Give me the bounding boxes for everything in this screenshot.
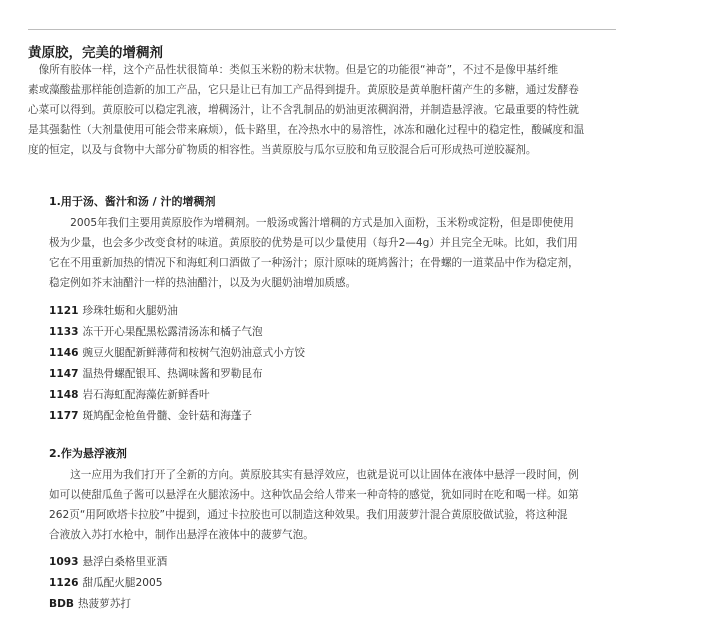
recipe-number: 1148 <box>49 389 79 401</box>
recipe-name: 岩石海虹配海藻佐新鲜香叶 <box>82 389 210 401</box>
recipe-name: 冻干开心果配黑松露清汤冻和橘子气泡 <box>82 326 263 338</box>
text-line: 素或藻酸盐那样能创造新的加工产品，它只是让已有加工产品得到提升。黄原胶是黄单胞杆菌产生的多糖，通过发酵卷 <box>28 84 579 96</box>
recipe-name: 悬浮白桑格里亚酒 <box>82 556 168 568</box>
intro-paragraph <box>28 60 584 160</box>
recipe-name: 甜瓜配火腿2005 <box>82 577 163 589</box>
recipe-name: 温热骨螺配银耳、热调味酱和罗勒昆布 <box>82 368 263 380</box>
recipe-name: 珍珠牡蛎和火腿奶油 <box>82 305 178 317</box>
text-line: 像所有胶体一样，这个产品性状很简单：类似玉米粉的粉末状物。但是它的功能很“神奇”，不过不是像甲基纤维 <box>28 64 559 76</box>
text-line: 是其强黏性（大剂量使用可能会带来麻烦），低卡路里，在冷热水中的易溶性，冰冻和融化过程中的稳定性，酸碱度和温 <box>28 124 585 136</box>
section-1-heading: 1.用于汤、酱汁和汤 / 汁的增稠剂 <box>49 195 216 208</box>
section-1-paragraph <box>49 213 579 293</box>
recipe-number: BDB <box>49 598 74 610</box>
recipe-item <box>49 406 305 427</box>
recipe-item <box>49 385 305 406</box>
recipe-name: 豌豆火腿配新鲜薄荷和桉树气泡奶油意式小方饺 <box>82 347 305 359</box>
text-line: 它在不用重新加热的情况下和海虹利口酒做了一种汤汁；原汁原味的斑鸠酱汁；在骨螺的一道菜品中作为稳定剂， <box>49 257 579 269</box>
recipe-item <box>49 594 167 615</box>
section-2-heading: 2.作为悬浮液剂 <box>49 447 127 460</box>
text-line: 稳定例如芥末油醋汁一样的热油醋汁，以及为火腿奶油增加质感。 <box>49 277 357 289</box>
recipe-item <box>49 552 167 573</box>
recipe-number: 1093 <box>49 556 79 568</box>
section-2-paragraph <box>49 465 579 545</box>
recipe-number: 1126 <box>49 577 79 589</box>
text-line: 2005年我们主要用黄原胶作为增稠剂。一般汤或酱汁增稠的方式是加入面粉，玉米粉或淀粉，但是即使使用 <box>49 217 574 229</box>
recipe-number: 1121 <box>49 305 79 317</box>
recipe-item <box>49 364 305 385</box>
recipe-item <box>49 343 305 364</box>
recipe-item <box>49 322 305 343</box>
text-line: 如可以使甜瓜鱼子酱可以悬浮在火腿浓汤中。这种饮品会给人带来一种奇特的感觉，犹如同时在吃和喝一样。如第 <box>49 489 579 501</box>
page-title: 黄原胶，完美的增稠剂 <box>28 45 163 61</box>
recipe-number: 1147 <box>49 368 79 380</box>
top-divider <box>28 29 616 30</box>
section-1-recipe-list <box>49 301 305 427</box>
text-line: 度的恒定，以及与食物中大部分矿物质的相容性。当黄原胶与瓜尔豆胶和角豆胶混合后可形成热可逆胶凝剂。 <box>28 144 537 156</box>
recipe-item <box>49 301 305 322</box>
recipe-name: 热菠萝苏打 <box>77 598 131 610</box>
text-line: 这一应用为我们打开了全新的方向。黄原胶其实有悬浮效应，也就是说可以让固体在液体中悬浮一段时间，例 <box>49 469 579 481</box>
recipe-number: 1177 <box>49 410 79 422</box>
recipe-number: 1133 <box>49 326 79 338</box>
text-line: 合液放入苏打水枪中，制作出悬浮在液体中的菠萝气泡。 <box>49 529 314 541</box>
section-2-recipe-list <box>49 552 167 615</box>
recipe-name: 斑鸠配金枪鱼骨髓、金针菇和海蓬子 <box>82 410 252 422</box>
recipe-item <box>49 573 167 594</box>
text-line: 极为少量，也会多少改变食材的味道。黄原胶的优势是可以少量使用（每升2—4g）并且完全无味。比如，我们用 <box>49 237 578 249</box>
text-line: 262页“用阿欧塔卡拉胶”中提到，通过卡拉胶也可以制造这种效果。我们用菠萝汁混合黄原胶做试验，将这种混 <box>49 509 568 521</box>
recipe-number: 1146 <box>49 347 79 359</box>
text-line: 心菜可以得到。黄原胶可以稳定乳液，增稠汤汁，让不含乳制品的奶油更浓稠润滑，并制造悬浮液。它最重要的特性就 <box>28 104 579 116</box>
